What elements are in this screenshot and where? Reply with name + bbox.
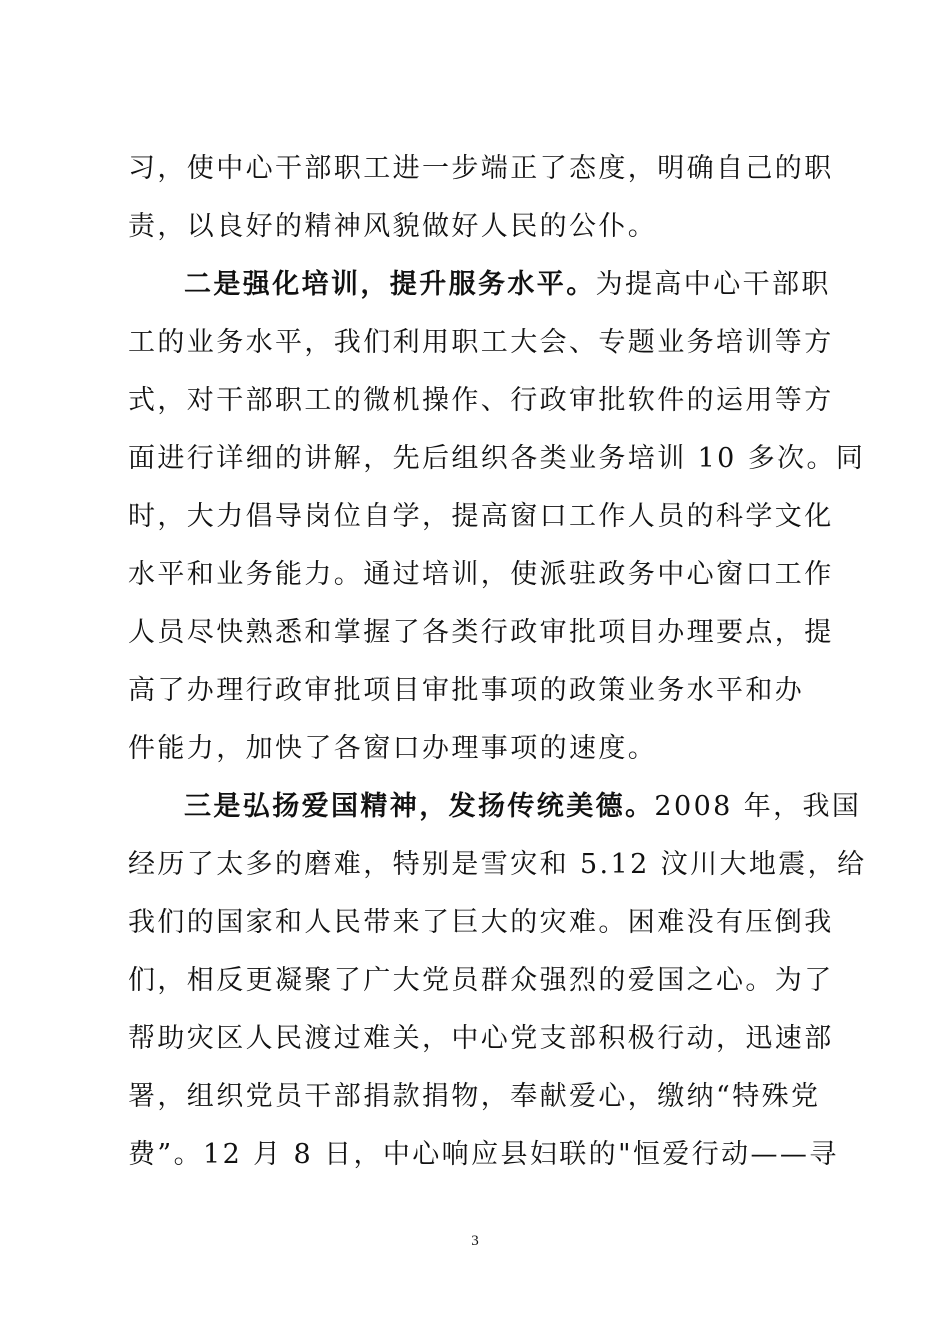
text-line <box>128 546 834 604</box>
text-line <box>128 720 828 778</box>
line-text: 水平和业务能力。通过培训，使派驻政务中心窗口工作 <box>128 559 834 590</box>
text-line <box>128 140 834 198</box>
text-line <box>128 430 866 488</box>
text-line <box>128 372 834 430</box>
line-text: 工的业务水平，我们利用职工大会、专题业务培训等方 <box>128 327 834 358</box>
line-text: 们，相反更凝聚了广大党员群众强烈的爱国之心。为了 <box>128 965 834 996</box>
text-line <box>128 662 828 720</box>
text-line <box>128 1126 839 1184</box>
line-text: 我们的国家和人民带来了巨大的灾难。困难没有压倒我 <box>128 907 834 938</box>
text-line <box>128 314 834 372</box>
line-text: 帮助灾区人民渡过难关，中心党支部积极行动，迅速部 <box>128 1023 834 1054</box>
paragraph-heading: 三是弘扬爱国精神，发扬传统美德。 <box>184 791 655 822</box>
line-text: 2008 年，我国 <box>654 791 862 822</box>
line-text: 署，组织党员干部捐款捐物，奉献爱心，缴纳“特殊党 <box>128 1081 821 1112</box>
line-text: 件能力，加快了各窗口办理事项的速度。 <box>128 733 658 764</box>
line-text: 为提高中心干部职 <box>595 269 831 300</box>
text-line <box>128 604 834 662</box>
page-number: 3 <box>471 1233 479 1249</box>
paragraph-heading: 二是强化培训，提升服务水平。 <box>184 269 596 300</box>
body-text <box>128 140 867 1184</box>
line-text: 经历了太多的磨难，特别是雪灾和 5.12 汶川大地震，给 <box>128 849 867 880</box>
line-text: 费”。12 月 8 日，中心响应县妇联的"恒爱行动——寻 <box>128 1139 839 1170</box>
text-line <box>128 1010 834 1068</box>
text-line <box>128 894 834 952</box>
paragraph-start-line <box>128 778 862 836</box>
line-text: 责，以良好的精神风貌做好人民的公仆。 <box>128 211 658 242</box>
text-line <box>128 198 828 256</box>
line-text: 高了办理行政审批项目审批事项的政策业务水平和办 <box>128 675 805 706</box>
text-line <box>128 488 834 546</box>
text-line <box>128 1068 828 1126</box>
line-text: 习，使中心干部职工进一步端正了态度，明确自己的职 <box>128 153 834 184</box>
text-line <box>128 952 834 1010</box>
line-text: 面进行详细的讲解，先后组织各类业务培训 10 多次。同 <box>128 443 866 474</box>
line-text: 式，对干部职工的微机操作、行政审批软件的运用等方 <box>128 385 834 416</box>
line-text: 人员尽快熟悉和掌握了各类行政审批项目办理要点，提 <box>128 617 834 648</box>
text-line <box>128 836 867 894</box>
line-text: 时，大力倡导岗位自学，提高窗口工作人员的科学文化 <box>128 501 834 532</box>
paragraph-start-line <box>128 256 831 314</box>
